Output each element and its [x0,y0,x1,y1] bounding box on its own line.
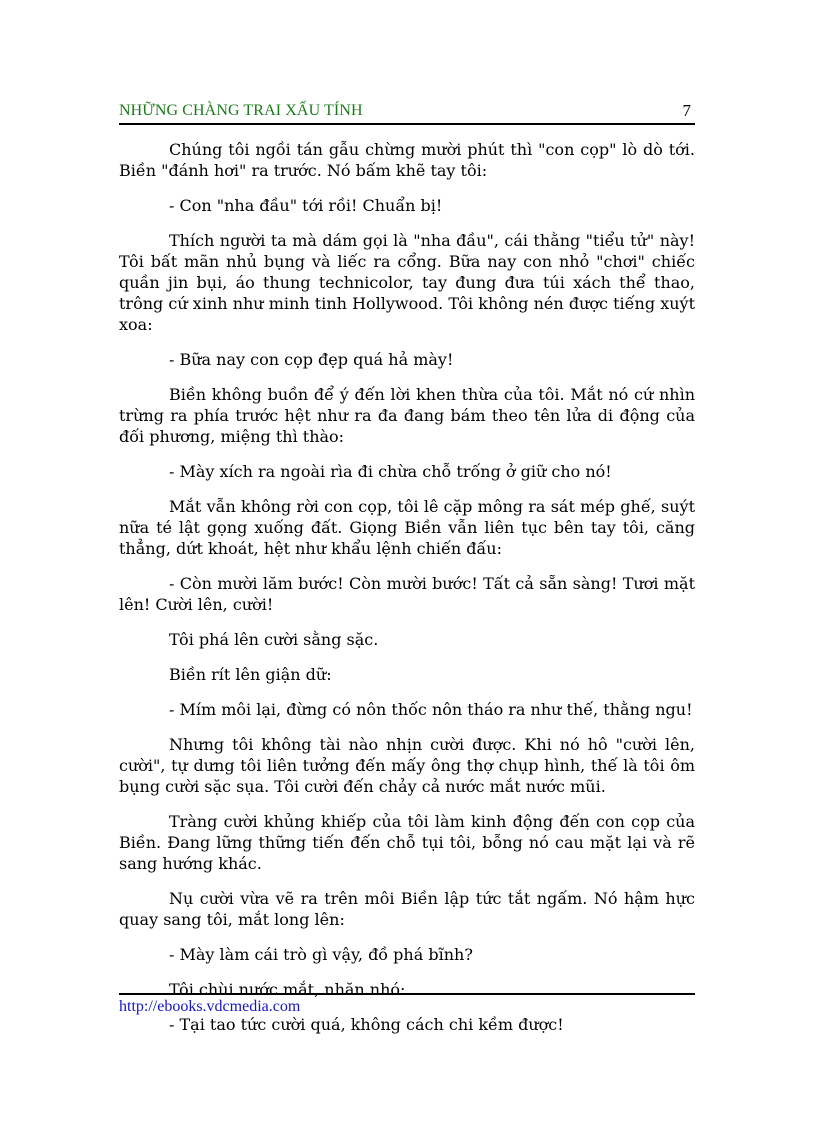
paragraph: - Con "nha đầu" tới rồi! Chuẩn bị! [169,196,443,215]
footer-link[interactable]: http://ebooks.vdcmedia.com [119,998,301,1015]
paragraph: Tràng cười khủng khiếp của tôi làm kinh động đến con cọp của Biền. Đang lững thững tiến đến chỗ tụi tôi, bỗng nó cau mặt lại và rẽ sang hướng khác. [119,812,695,873]
paragraph: - Tại tao tức cười quá, không cách chi kềm được! [169,1015,564,1034]
paragraph: Chúng tôi ngồi tán gẫu chừng mười phút thì "con cọp" lò dò tới. Biền "đánh hơi" ra trước. Nó bấm khẽ tay tôi: [119,140,695,180]
paragraph: Biền không buồn để ý đến lời khen thừa của tôi. Mắt nó cứ nhìn trừng ra phía trước hệt như ra đa đang bám theo tên lửa di động của đối phương, miệng thì thào: [119,385,695,446]
paragraph: Nụ cười vừa vẽ ra trên môi Biền lập tức tắt ngấm. Nó hậm hực quay sang tôi, mắt long lên: [119,889,695,929]
paragraph: Mắt vẫn không rời con cọp, tôi lê cặp mông ra sát mép ghế, suýt nữa té lật gọng xuống đất. Giọng Biền vẫn liên tục bên tay tôi, căng thẳng, dứt khoát, hệt như khẩu lệnh chiến đấu: [119,497,695,558]
page-number: 7 [682,101,691,120]
paragraph: Nhưng tôi không tài nào nhịn cười được. Khi nó hô "cười lên, cười", tự dưng tôi liên tưởng đến mấy ông thợ chụp hình, thế là tôi ôm bụng cười sặc sụa. Tôi cười đến chảy cả nước mắt nước mũi. [119,735,695,796]
page-footer [119,993,695,1017]
paragraph: - Mày xích ra ngoài rìa đi chừa chỗ trống ở giữ cho nó! [169,462,612,481]
paragraph: Tôi phá lên cười sằng sặc. [169,630,379,649]
book-title: NHỮNG CHÀNG TRAI XẤU TÍNH [119,102,363,119]
paragraph: Biền rít lên giận dữ: [169,665,332,684]
paragraph: Thích người ta mà dám gọi là "nha đầu", cái thằng "tiểu tử" này! Tôi bất mãn nhủ bụng và liếc ra cổng. Bữa nay con nhỏ "chơi" chiếc quần jin bụi, áo thung technicolor, tay đung đưa túi xách thể thao, trông cứ xinh như minh tinh Hollywood. Tôi không nén được tiếng xuýt xoa: [119,231,695,334]
page-header [119,101,695,125]
paragraph: Tôi chùi nước mắt, nhăn nhó: [169,980,406,999]
body-text [119,139,695,1049]
paragraph: - Còn mười lăm bước! Còn mười bước! Tất cả sẵn sàng! Tươi mặt lên! Cười lên, cười! [119,574,695,614]
document-page [119,0,695,1123]
paragraph: - Bữa nay con cọp đẹp quá hả mày! [169,350,454,369]
paragraph: - Mím môi lại, đừng có nôn thốc nôn tháo ra như thế, thằng ngu! [169,700,693,719]
paragraph: - Mày làm cái trò gì vậy, đồ phá bĩnh? [169,945,473,964]
